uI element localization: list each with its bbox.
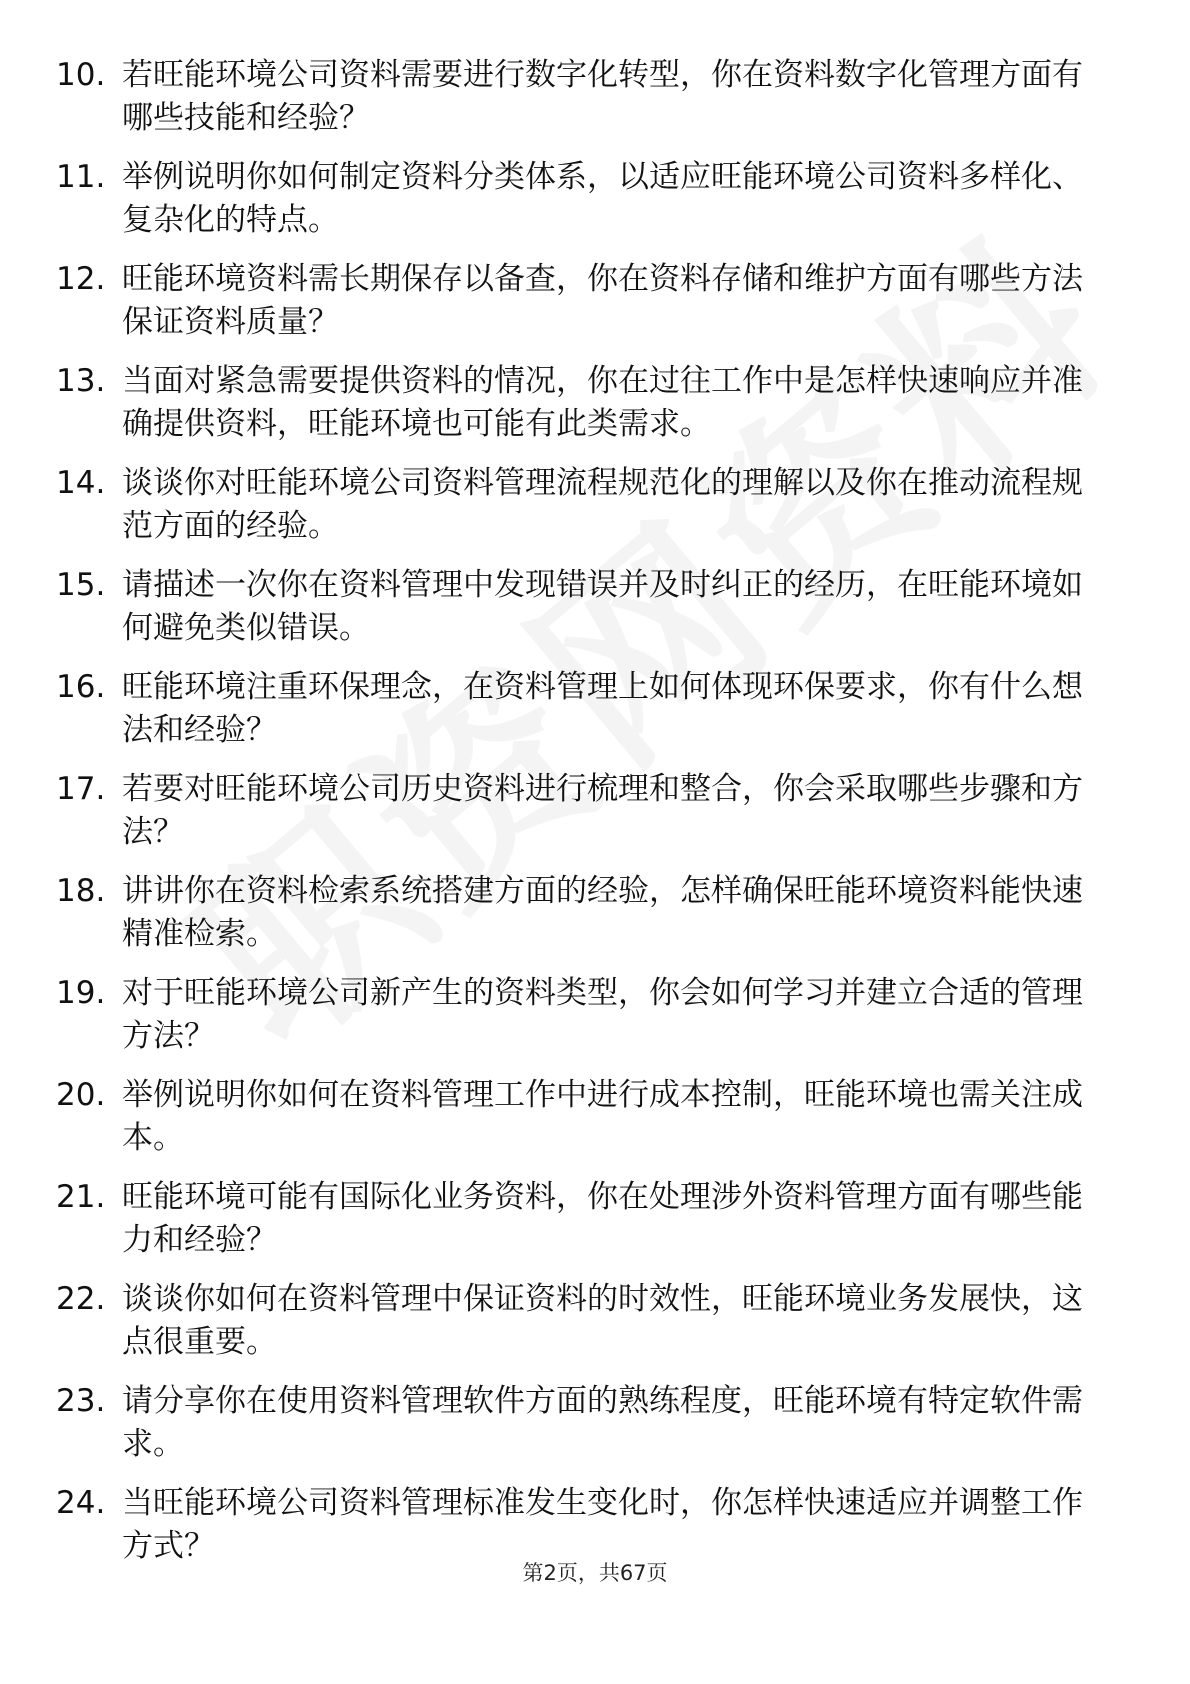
question-text: 当面对紧急需要提供资料的情况，你在过往工作中是怎样快速响应并准确提供资料，旺能环境也可能有此类需求。 <box>122 363 1083 442</box>
question-number: 10. <box>56 57 106 93</box>
question-number: 12. <box>56 261 106 297</box>
question-text: 对于旺能环境公司新产生的资料类型，你会如何学习并建立合适的管理方法？ <box>122 975 1083 1054</box>
question-number: 24. <box>56 1485 106 1521</box>
question-number: 11. <box>56 159 106 195</box>
question-text: 谈谈你对旺能环境公司资料管理流程规范化的理解以及你在推动流程规范方面的经验。 <box>122 465 1083 544</box>
question-number: 20. <box>56 1077 106 1113</box>
question-text: 旺能环境可能有国际化业务资料，你在处理涉外资料管理方面有哪些能力和经验？ <box>122 1179 1083 1258</box>
question-text: 若旺能环境公司资料需要进行数字化转型，你在资料数字化管理方面有哪些技能和经验？ <box>122 57 1083 136</box>
question-number: 21. <box>56 1179 106 1215</box>
question-text: 旺能环境注重环保理念，在资料管理上如何体现环保要求，你有什么想法和经验？ <box>122 669 1083 748</box>
question-list <box>56 54 1116 1584</box>
question-text: 若要对旺能环境公司历史资料进行梳理和整合，你会采取哪些步骤和方法？ <box>122 771 1083 850</box>
page-footer <box>0 1558 1190 1588</box>
question-number: 22. <box>56 1281 106 1317</box>
question-number: 17. <box>56 771 106 807</box>
page-number-label: 第2页，共67页 <box>522 1561 668 1585</box>
list-item <box>56 666 1116 752</box>
question-number: 18. <box>56 873 106 909</box>
list-item <box>56 54 1116 140</box>
question-number: 15. <box>56 567 106 603</box>
question-number: 16. <box>56 669 106 705</box>
list-item <box>56 972 1116 1058</box>
list-item <box>56 1176 1116 1262</box>
list-item <box>56 1482 1116 1568</box>
question-text: 举例说明你如何制定资料分类体系，以适应旺能环境公司资料多样化、复杂化的特点。 <box>122 159 1083 238</box>
question-text: 当旺能环境公司资料管理标准发生变化时，你怎样快速适应并调整工作方式？ <box>122 1485 1083 1564</box>
question-text: 谈谈你如何在资料管理中保证资料的时效性，旺能环境业务发展快，这点很重要。 <box>122 1281 1083 1360</box>
list-item <box>56 1278 1116 1364</box>
list-item <box>56 258 1116 344</box>
question-text: 举例说明你如何在资料管理工作中进行成本控制，旺能环境也需关注成本。 <box>122 1077 1083 1156</box>
question-number: 14. <box>56 465 106 501</box>
list-item <box>56 1074 1116 1160</box>
question-text: 旺能环境资料需长期保存以备查，你在资料存储和维护方面有哪些方法保证资料质量？ <box>122 261 1083 340</box>
list-item <box>56 156 1116 242</box>
question-text: 请分享你在使用资料管理软件方面的熟练程度，旺能环境有特定软件需求。 <box>122 1383 1083 1462</box>
question-number: 19. <box>56 975 106 1011</box>
question-number: 23. <box>56 1383 106 1419</box>
list-item <box>56 360 1116 446</box>
question-text: 讲讲你在资料检索系统搭建方面的经验，怎样确保旺能环境资料能快速精准检索。 <box>122 873 1083 952</box>
list-item <box>56 462 1116 548</box>
list-item <box>56 1380 1116 1466</box>
list-item <box>56 564 1116 650</box>
question-text: 请描述一次你在资料管理中发现错误并及时纠正的经历，在旺能环境如何避免类似错误。 <box>122 567 1083 646</box>
list-item <box>56 870 1116 956</box>
question-number: 13. <box>56 363 106 399</box>
list-item <box>56 768 1116 854</box>
